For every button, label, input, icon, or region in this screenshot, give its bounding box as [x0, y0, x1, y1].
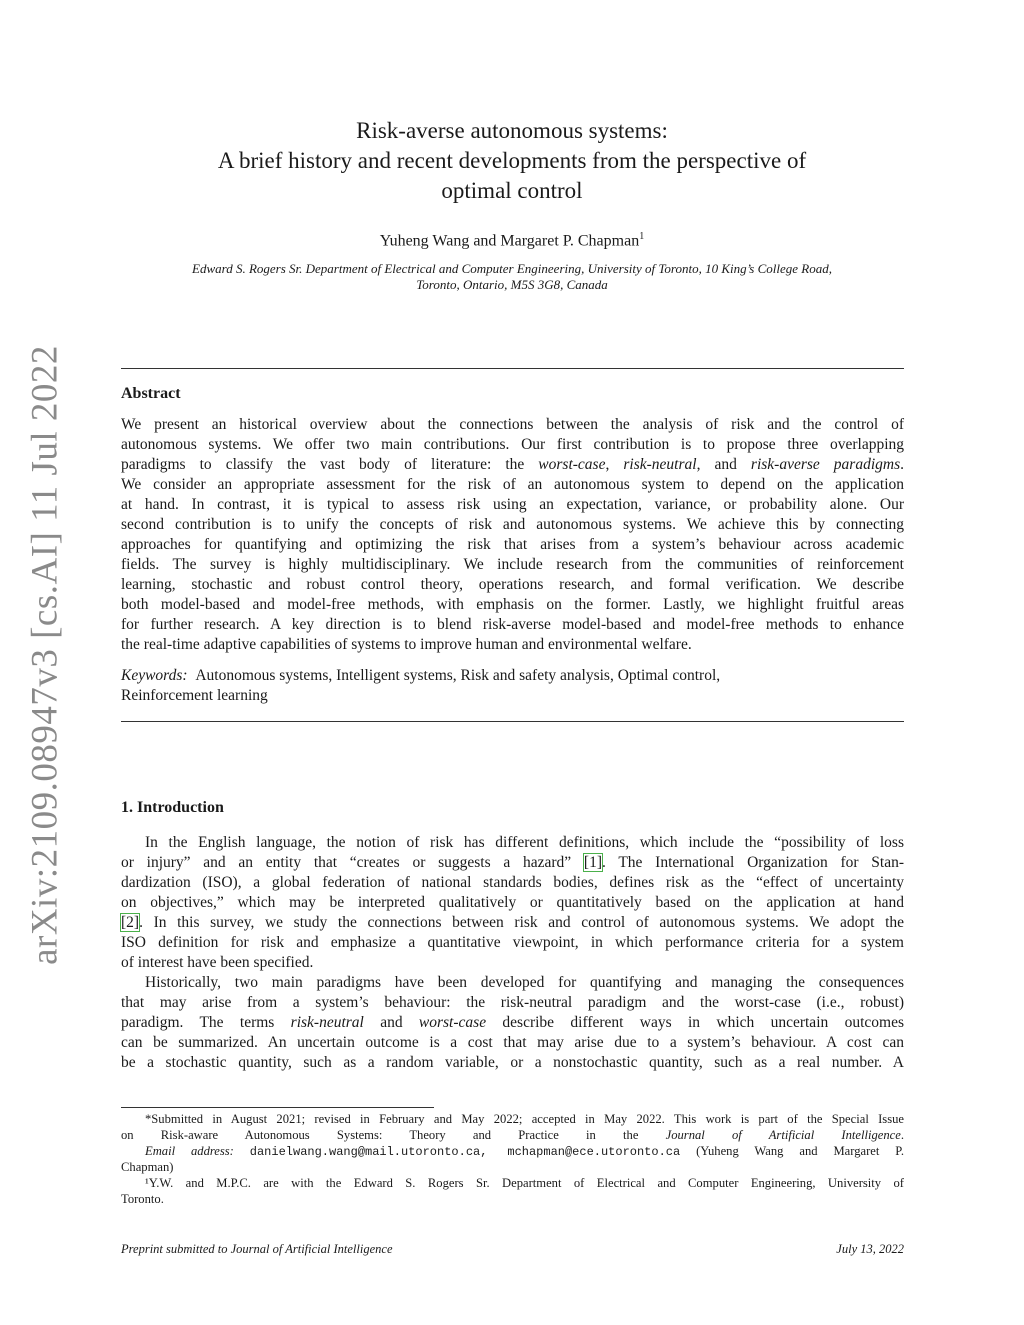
text-line [121, 913, 904, 933]
text-line [121, 495, 904, 515]
text-line [121, 535, 904, 555]
emphasis-text: risk-neutral [290, 1014, 364, 1031]
text-line [121, 973, 904, 993]
abstract-bottom-rule [121, 721, 904, 722]
authors [0, 231, 1024, 250]
title-line: Risk-averse autonomous systems: [356, 118, 668, 143]
text-line [121, 475, 904, 495]
text-line [121, 1013, 904, 1033]
text-segment: Chapman) [121, 1159, 174, 1174]
arxiv-side-stamp: arXiv:2109.08947v3 [cs.AI] 11 Jul 2022 [24, 345, 66, 965]
affiliation-line: Edward S. Rogers Sr. Department of Electrical and Computer Engineering, University of Toronto, 10 King’s College Road, [192, 261, 832, 276]
text-line [121, 1159, 904, 1175]
text-line [121, 993, 904, 1013]
affiliation-line: Toronto, Ontario, M5S 3G8, Canada [416, 277, 608, 292]
author-names: Yuheng Wang and Margaret P. Chapman [379, 232, 640, 250]
text-line [121, 555, 904, 575]
text-line [121, 893, 904, 913]
section-heading-introduction: 1. Introduction [121, 799, 224, 816]
text-segment: In the English language, the notion of risk has different definitions, which include the “possibility of loss [145, 834, 904, 851]
text-segment: We consider an appropriate assessment for the risk of an autonomous system to depend on the application [121, 476, 904, 493]
emphasis-text: worst-case [418, 1014, 487, 1031]
text-segment [234, 1144, 250, 1158]
text-segment: . In this survey, we study the connections between risk and control of autonomous systems. We adopt the [139, 914, 904, 931]
text-line [121, 615, 904, 635]
text-segment: at hand. In contrast, it is typical to assess risk using an expectation, variance, or probability alone. Our [121, 496, 904, 513]
text-segment: paradigm. The terms [121, 1014, 291, 1031]
citation-link[interactable]: [1] [583, 854, 602, 871]
text-segment: be a stochastic quantity, such as a random variable, or a nonstochastic quantity, such as a real number. A [121, 1054, 904, 1071]
keywords [121, 666, 904, 686]
text-segment: that may arise from a system’s behaviour: the risk-neutral paradigm and the worst-case (i.e., robust) [121, 994, 904, 1011]
emphasis-text: worst-case [538, 456, 606, 473]
text-segment: of interest have been specified. [121, 954, 314, 971]
abstract-heading: Abstract [121, 385, 181, 402]
text-segment: or injury” and an entity that “creates or suggests a hazard” [121, 854, 584, 871]
text-segment: paradigms to classify the vast body of literature: the [121, 456, 539, 473]
text-segment: second contribution is to unify the concepts of risk and autonomous systems. We achieve this by connecting [121, 516, 904, 533]
text-segment: fields. The survey is highly multidisciplinary. We include research from the communities of reinforcement [121, 556, 904, 573]
email-addresses: danielwang.wang@mail.utoronto.ca, mchapman@ece.utoronto.ca [249, 1144, 681, 1159]
text-segment: learning, stochastic and robust control theory, operations research, and formal verification. We describe [121, 576, 904, 593]
text-line [121, 1053, 904, 1073]
text-segment: on Risk-aware Autonomous Systems: Theory and Practice in the [121, 1127, 666, 1142]
text-line [121, 435, 904, 455]
emphasis-text: Email address: [145, 1143, 234, 1158]
title-line: A brief history and recent developments from the perspective of [217, 148, 807, 173]
text-segment: can be summarized. An uncertain outcome is a cost that may arise due to a system’s behaviour. A cost can [121, 1034, 904, 1051]
text-line [121, 853, 904, 873]
page-footer [121, 1242, 904, 1257]
text-segment: for further research. A key direction is to blend risk-averse model-based and model-free methods to enhance [121, 616, 904, 633]
footnote-rule [121, 1107, 434, 1108]
text-segment: on objectives,” which may be interpreted qualitatively or quantitatively based on the application at hand [121, 894, 904, 911]
text-line [121, 1191, 904, 1207]
text-segment: ¹Y.W. and M.P.C. are with the Edward S. Rogers Sr. Department of Electrical and Computer Engineering, University of [145, 1175, 904, 1190]
text-segment: describe different ways in which uncertain outcomes [486, 1014, 904, 1031]
text-segment: *Submitted in August 2021; revised in February and May 2022; accepted in May 2022. This work is part of the Special Issue [145, 1112, 904, 1126]
text-line [121, 455, 904, 475]
footer-date: July 13, 2022 [836, 1242, 904, 1256]
author-footnote-mark: 1 [639, 231, 645, 242]
text-line [121, 873, 904, 893]
keywords-text: Autonomous systems, Intelligent systems, Risk and safety analysis, Optimal control, [195, 667, 721, 684]
footer-journal: Preprint submitted to Journal of Artificial Intelligence [121, 1242, 393, 1256]
text-segment: . The International Organization for Stan- [601, 854, 904, 871]
text-segment: Toronto. [121, 1191, 164, 1206]
text-segment: and [363, 1014, 419, 1031]
text-line [121, 515, 904, 535]
emphasis-text: risk-averse paradigms [750, 456, 901, 473]
text-line [121, 575, 904, 595]
text-segment: dardization (ISO), a global federation of national standards bodies, defines risk as the “effect of uncertainty [121, 874, 904, 891]
text-segment: approaches for quantifying and optimizing the risk that arises from a system’s behaviour across academic [121, 536, 904, 553]
text-segment: ISO definition for risk and emphasize a quantitative viewpoint, in which performance criteria for a system [121, 934, 904, 951]
text-line [121, 1143, 904, 1159]
text-segment: the real-time adaptive capabilities of systems to improve human and environmental welfare. [121, 636, 692, 653]
text-segment: . [900, 456, 904, 473]
emphasis-text: risk-neutral [623, 456, 697, 473]
text-line [121, 953, 904, 973]
text-line [121, 595, 904, 615]
text-segment: , and [696, 456, 751, 473]
text-segment: , [605, 456, 624, 473]
text-segment: both model-based and model-free methods, with emphasis on the former. Lastly, we highlight fruitful areas [121, 596, 904, 613]
text-segment: We present an historical overview about the connections between the analysis of risk and the control of [121, 416, 904, 433]
text-line [121, 1033, 904, 1053]
text-segment: Historically, two main paradigms have been developed for quantifying and managing the consequences [145, 974, 904, 991]
keywords-continued: Reinforcement learning [121, 687, 268, 704]
text-line [121, 933, 904, 953]
abstract-top-rule [121, 368, 904, 369]
title-line: optimal control [441, 178, 583, 203]
paper-title [0, 116, 1024, 206]
text-segment: . [900, 1127, 905, 1142]
citation-link[interactable]: [2] [121, 914, 140, 931]
text-line [121, 1175, 904, 1191]
affiliation [0, 261, 1024, 293]
text-line [121, 635, 904, 655]
text-line [121, 415, 904, 435]
text-segment: autonomous systems. We offer two main contributions. Our first contribution is to propose three overlapping [121, 436, 904, 453]
text-line [121, 1111, 904, 1127]
text-segment: (Yuheng Wang and Margaret P. [680, 1143, 905, 1158]
keywords-label: Keywords: [121, 667, 188, 684]
text-line [121, 833, 904, 853]
emphasis-text: Journal of Artificial Intelligence [665, 1127, 901, 1142]
text-line [121, 1127, 904, 1143]
